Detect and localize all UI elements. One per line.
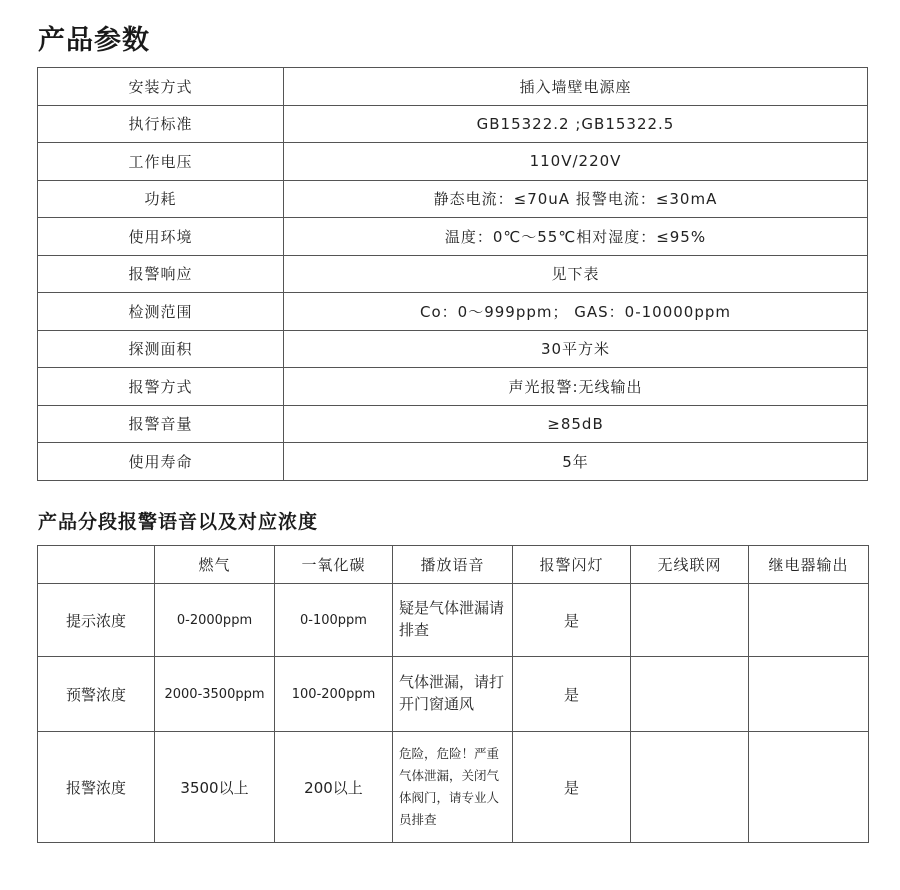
- spec-row: [38, 293, 868, 331]
- spec-key: 工作电压: [38, 143, 284, 181]
- spec-key: 探测面积: [38, 330, 284, 368]
- alarm-gas-range: 0-2000ppm: [155, 584, 275, 657]
- alarm-header-gas: 燃气: [155, 546, 275, 584]
- spec-row: [38, 330, 868, 368]
- alarm-row: [38, 732, 869, 843]
- alarm-header-corner: [38, 546, 155, 584]
- spec-key: 使用寿命: [38, 443, 284, 481]
- spec-value: ≥85dB: [284, 405, 868, 443]
- spec-value: Co：0～999ppm； GAS：0-10000ppm: [284, 293, 868, 331]
- alarm-row: [38, 584, 869, 657]
- spec-key: 报警音量: [38, 405, 284, 443]
- spec-row: [38, 180, 868, 218]
- spec-row: [38, 218, 868, 256]
- alarm-gas-range: 2000-3500ppm: [155, 657, 275, 732]
- alarm-wireless-value: [631, 584, 749, 657]
- spec-key: 检测范围: [38, 293, 284, 331]
- spec-row: [38, 368, 868, 406]
- section-title-alarm-levels: 产品分段报警语音以及对应浓度: [38, 511, 319, 533]
- alarm-voice-text: 危险，危险！严重气体泄漏，关闭气体阀门，请专业人员排查: [393, 732, 513, 843]
- alarm-voice-text: 疑是气体泄漏请排查: [393, 584, 513, 657]
- alarm-header-relay: 继电器输出: [749, 546, 869, 584]
- alarm-level-label: 预警浓度: [38, 657, 155, 732]
- alarm-row: [38, 657, 869, 732]
- spec-value: 温度：0℃～55℃相对湿度：≤95%: [284, 218, 868, 256]
- alarm-flash-value: 是: [513, 657, 631, 732]
- alarm-flash-value: 是: [513, 732, 631, 843]
- alarm-gas-range: 3500以上: [155, 732, 275, 843]
- alarm-header-wireless: 无线联网: [631, 546, 749, 584]
- alarm-wireless-value: [631, 732, 749, 843]
- spec-row: [38, 143, 868, 181]
- spec-value: 见下表: [284, 255, 868, 293]
- alarm-header-voice: 播放语音: [393, 546, 513, 584]
- spec-value: GB15322.2 ;GB15322.5: [284, 105, 868, 143]
- spec-key: 功耗: [38, 180, 284, 218]
- alarm-relay-value: [749, 584, 869, 657]
- alarm-co-range: 100-200ppm: [275, 657, 393, 732]
- spec-row: [38, 443, 868, 481]
- spec-value: 110V/220V: [284, 143, 868, 181]
- spec-row: [38, 255, 868, 293]
- spec-row: [38, 105, 868, 143]
- alarm-wireless-value: [631, 657, 749, 732]
- alarm-header-flash: 报警闪灯: [513, 546, 631, 584]
- spec-key: 报警响应: [38, 255, 284, 293]
- alarm-flash-value: 是: [513, 584, 631, 657]
- alarm-co-range: 200以上: [275, 732, 393, 843]
- spec-key: 使用环境: [38, 218, 284, 256]
- spec-value: 静态电流：≤70uA 报警电流：≤30mA: [284, 180, 868, 218]
- alarm-header-co: 一氧化碳: [275, 546, 393, 584]
- spec-value: 插入墙壁电源座: [284, 68, 868, 106]
- alarm-header-row: [38, 546, 869, 584]
- spec-row: [38, 405, 868, 443]
- spec-table: [37, 67, 868, 481]
- alarm-level-label: 提示浓度: [38, 584, 155, 657]
- spec-row: [38, 68, 868, 106]
- alarm-level-label: 报警浓度: [38, 732, 155, 843]
- spec-key: 执行标准: [38, 105, 284, 143]
- spec-value: 30平方米: [284, 330, 868, 368]
- spec-key: 安装方式: [38, 68, 284, 106]
- alarm-voice-text: 气体泄漏，请打开门窗通风: [393, 657, 513, 732]
- alarm-relay-value: [749, 732, 869, 843]
- section-title-parameters: 产品参数: [38, 25, 150, 56]
- alarm-relay-value: [749, 657, 869, 732]
- alarm-level-table: [37, 545, 869, 843]
- spec-value: 5年: [284, 443, 868, 481]
- spec-value: 声光报警:无线输出: [284, 368, 868, 406]
- spec-key: 报警方式: [38, 368, 284, 406]
- alarm-co-range: 0-100ppm: [275, 584, 393, 657]
